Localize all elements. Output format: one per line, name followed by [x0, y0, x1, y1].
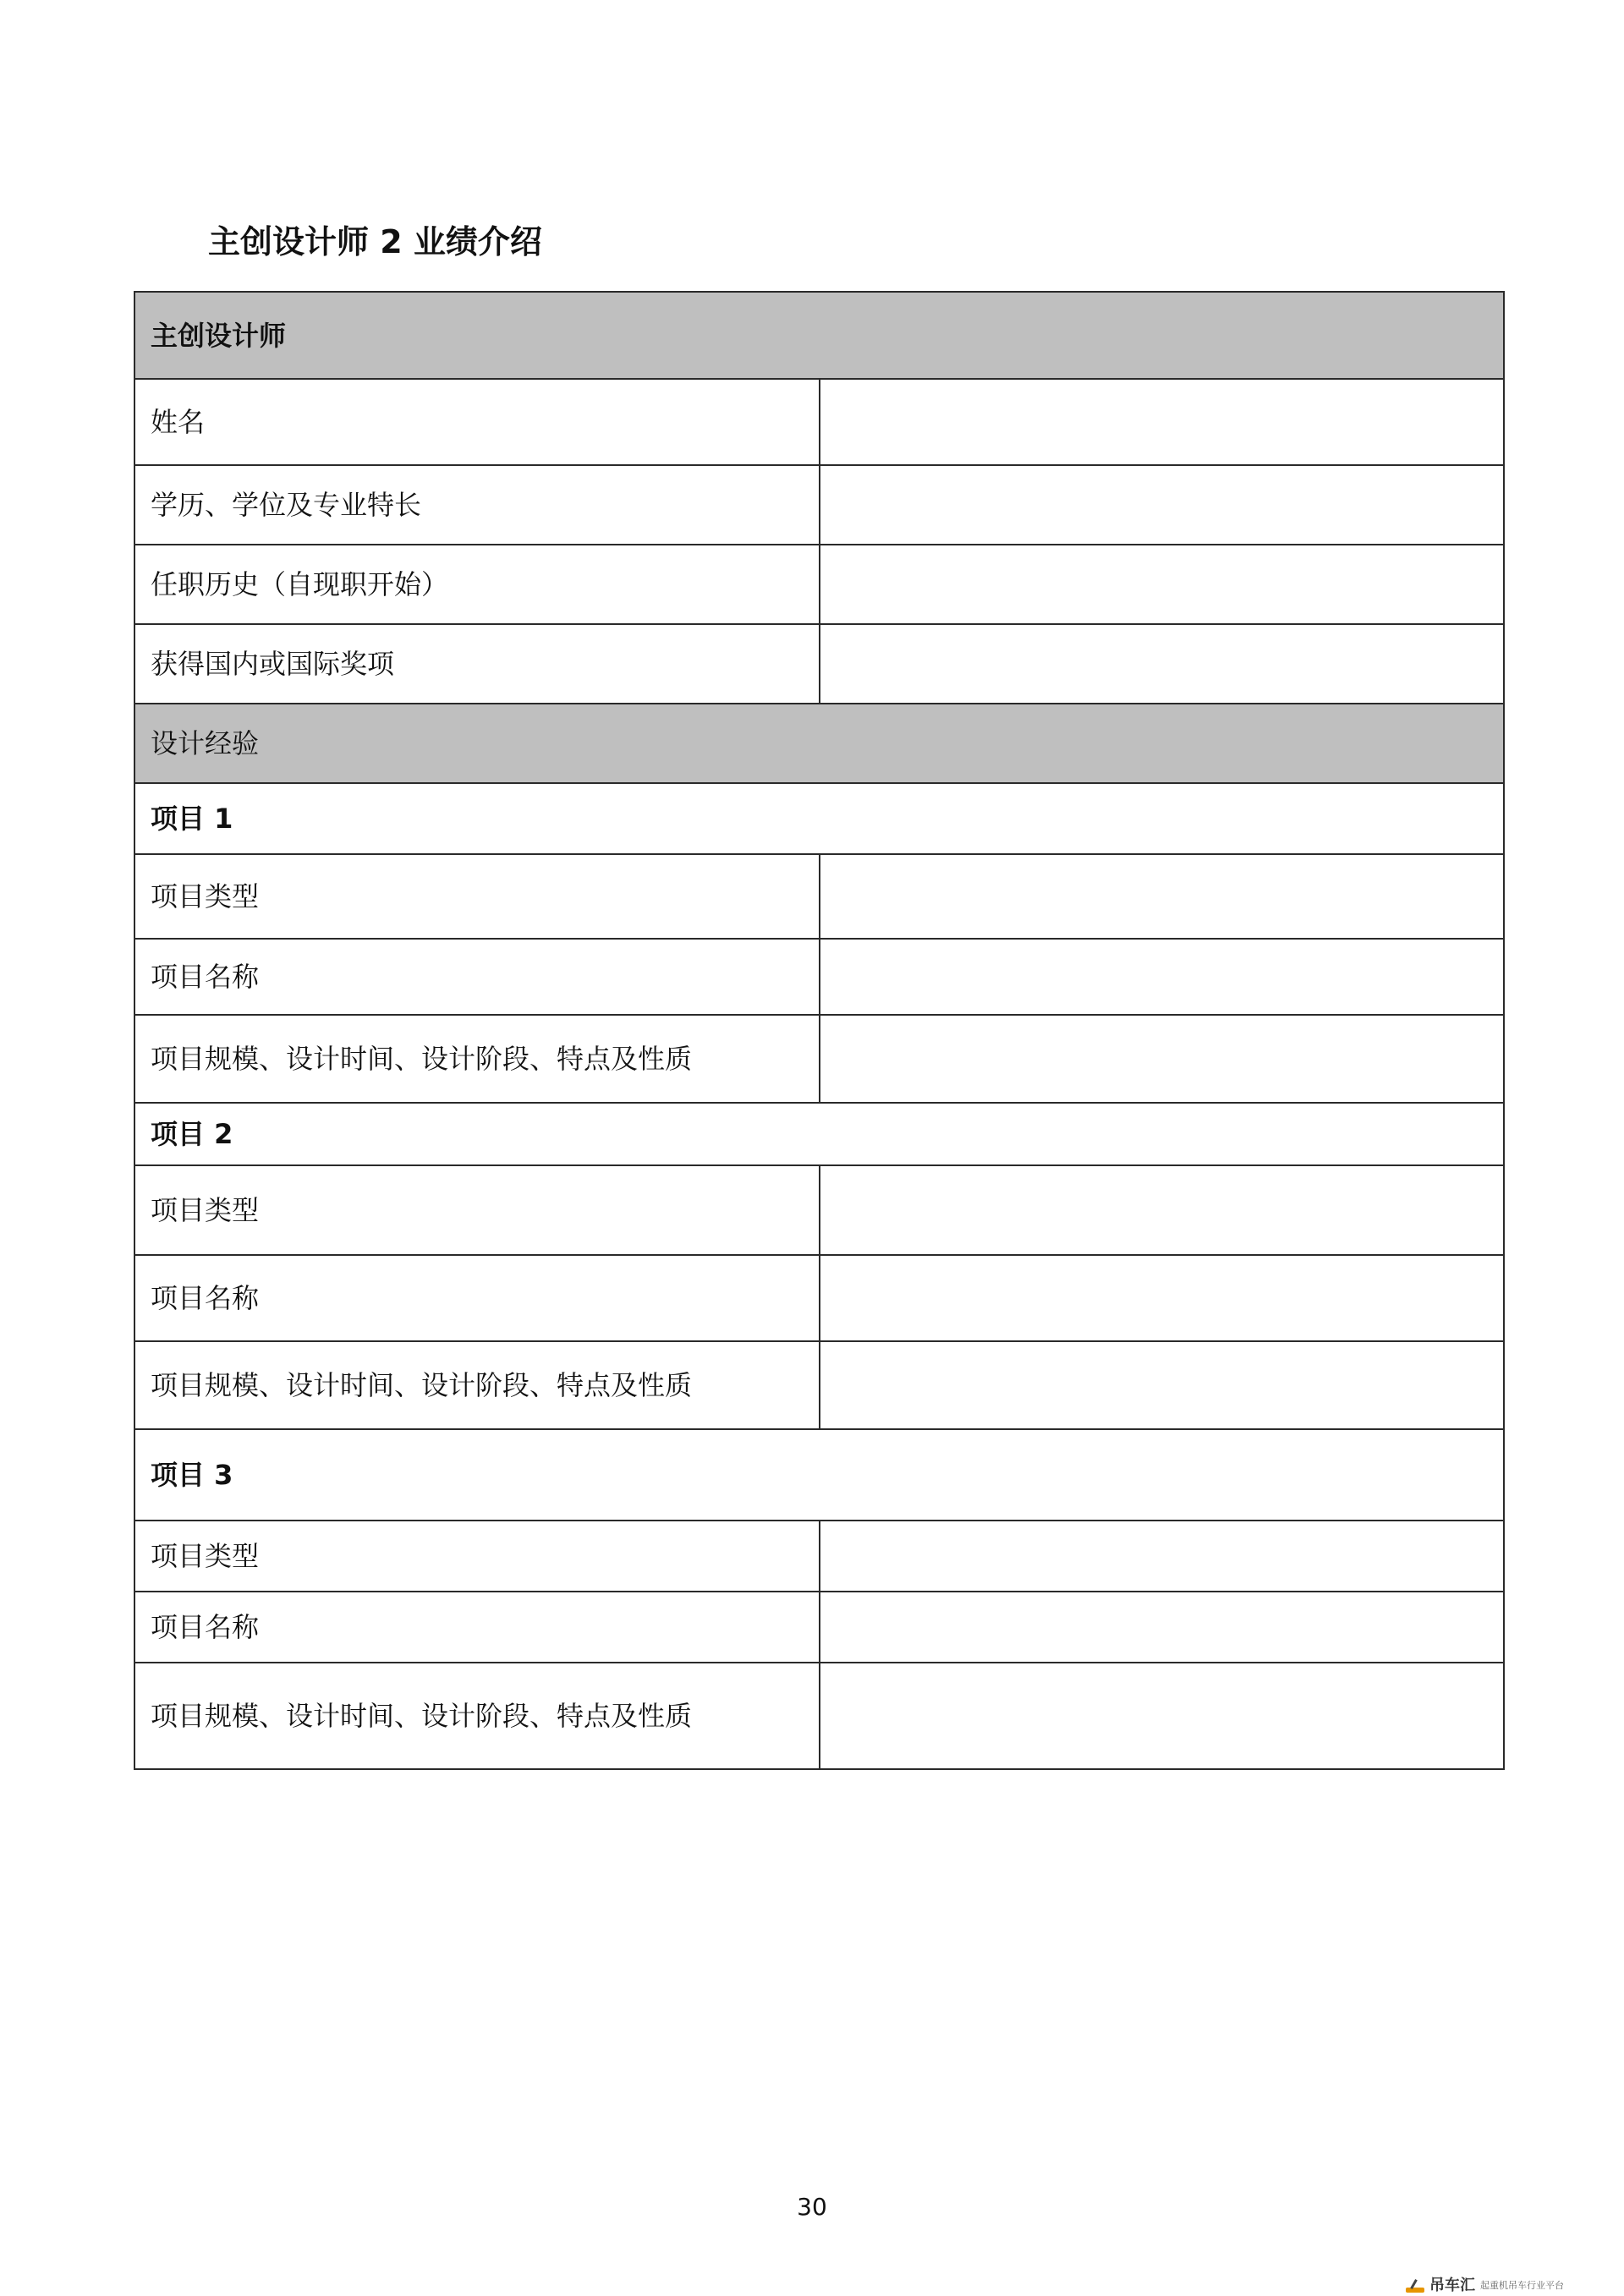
project-2-heading: 项目 2 — [134, 1103, 1504, 1165]
project-2-scale-label: 项目规模、设计时间、设计阶段、特点及性质 — [134, 1341, 820, 1429]
project-heading-row — [134, 1103, 1504, 1165]
project-1-heading: 项目 1 — [134, 783, 1504, 854]
project-2-type-value[interactable] — [820, 1165, 1505, 1255]
project-1-type-label: 项目类型 — [134, 854, 820, 939]
table-row — [134, 1255, 1504, 1341]
project-3-type-value[interactable] — [820, 1521, 1505, 1592]
field-value-education[interactable] — [820, 465, 1505, 545]
project-3-scale-value[interactable] — [820, 1663, 1505, 1769]
project-3-scale-label: 项目规模、设计时间、设计阶段、特点及性质 — [134, 1663, 820, 1769]
table-row — [134, 939, 1504, 1015]
watermark-brand: 吊车汇 — [1429, 2277, 1475, 2294]
field-label-education: 学历、学位及专业特长 — [134, 465, 820, 545]
project-1-name-value[interactable] — [820, 939, 1505, 1015]
watermark-slogan: 起重机吊车行业平台 — [1480, 2280, 1564, 2291]
field-value-name[interactable] — [820, 379, 1505, 465]
project-3-type-label: 项目类型 — [134, 1521, 820, 1592]
main-header: 主创设计师 — [134, 292, 1504, 379]
table-row — [134, 545, 1504, 624]
project-3-name-label: 项目名称 — [134, 1592, 820, 1663]
table-row — [134, 379, 1504, 465]
table-row — [134, 854, 1504, 939]
experience-header: 设计经验 — [134, 704, 1504, 783]
table-row — [134, 1165, 1504, 1255]
watermark — [1406, 2278, 1609, 2293]
table-row — [134, 1663, 1504, 1769]
field-value-employment-history[interactable] — [820, 545, 1505, 624]
table-row — [134, 1521, 1504, 1592]
project-2-scale-value[interactable] — [820, 1341, 1505, 1429]
project-3-name-value[interactable] — [820, 1592, 1505, 1663]
project-1-scale-label: 项目规模、设计时间、设计阶段、特点及性质 — [134, 1015, 820, 1103]
table-row — [134, 1592, 1504, 1663]
project-1-type-value[interactable] — [820, 854, 1505, 939]
project-heading-row — [134, 1429, 1504, 1521]
project-1-scale-value[interactable] — [820, 1015, 1505, 1103]
project-2-name-label: 项目名称 — [134, 1255, 820, 1341]
project-3-heading: 项目 3 — [134, 1429, 1504, 1521]
field-value-awards[interactable] — [820, 624, 1505, 704]
table-header-row — [134, 292, 1504, 379]
page-title: 主创设计师 2 业绩介绍 — [208, 223, 542, 260]
project-1-name-label: 项目名称 — [134, 939, 820, 1015]
table-row — [134, 624, 1504, 704]
project-2-name-value[interactable] — [820, 1255, 1505, 1341]
page-number: 30 — [797, 2193, 827, 2221]
field-label-name: 姓名 — [134, 379, 820, 465]
field-label-employment-history: 任职历史（自现职开始） — [134, 545, 820, 624]
crane-logo-icon — [1406, 2279, 1424, 2293]
table-row — [134, 1341, 1504, 1429]
project-2-type-label: 项目类型 — [134, 1165, 820, 1255]
section-header-row — [134, 704, 1504, 783]
table-row — [134, 1015, 1504, 1103]
designer-form-table — [134, 291, 1505, 1770]
table-row — [134, 465, 1504, 545]
field-label-awards: 获得国内或国际奖项 — [134, 624, 820, 704]
project-heading-row — [134, 783, 1504, 854]
